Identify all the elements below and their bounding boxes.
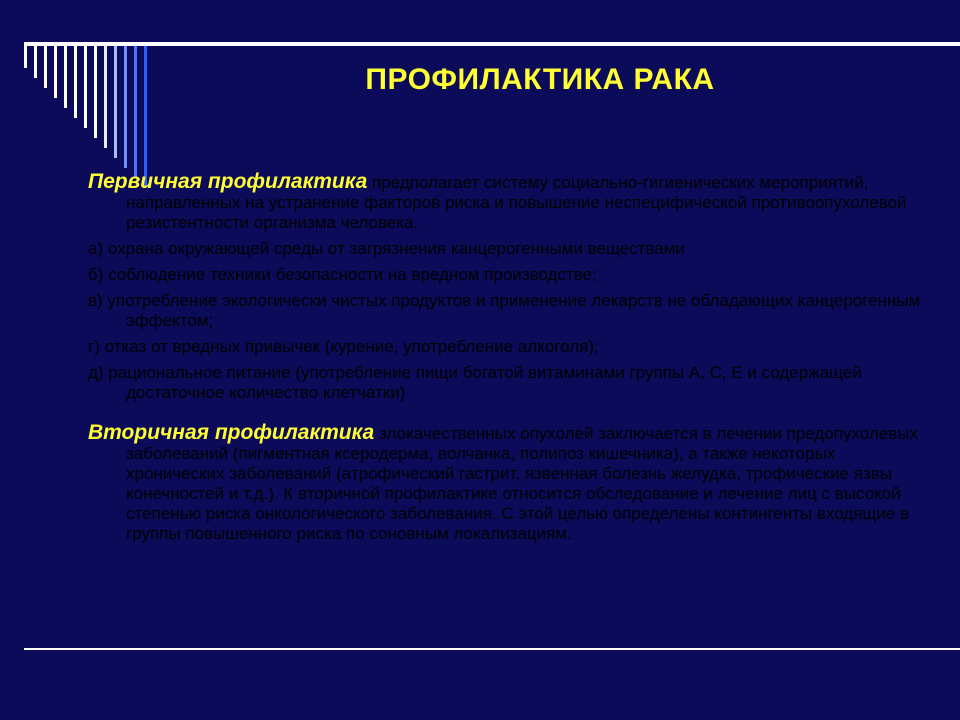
slide-content [88,172,928,550]
stripe [114,46,117,158]
stripe [24,46,27,68]
secondary-prevention-text: злокачественных опухолей заключается в лечении предопухолевых заболеваний (пигментная ксеродерма, волчанка, полипоз кишечника), а также некоторых хронических заболеваний (атрофический гастрит, язвенная болезнь желудка, трофические язвы конечностей и т.д.). К вторичной профилактике относится обследование и лечение лиц с высокой степенью риска онкологического заболевания. С этой целью определены контингенты входящие в группы повышенного риска по соновным локализациям. [126,424,918,543]
stripe [34,46,37,78]
stripe [64,46,67,108]
stripe [44,46,47,88]
primary-prevention-definition [88,172,928,233]
list-item: д) рациональное питание (употребление пищи богатой витаминами группы А, С, Е и содержащей достаточное количество клетчатки) [88,363,862,402]
primary-prevention-text: предполагает систему социально-гигиенических мероприятий, направленных на устранение факторов риска и повышение неспецифической противоопухолевой резистентности организма человека. [126,173,907,232]
primary-prevention-term: Первичная профилактика [88,170,368,193]
stripe [94,46,97,138]
list-item: в) употребление экологически чистых продуктов и применение лекарств не обладающих канцерогенным эффектом; [88,291,921,330]
slide-title: ПРОФИЛАКТИКА РАКА [365,63,715,96]
list-item: а) охрана окружающей среды от загрязнения канцерогенными веществами [88,239,685,258]
stripe [134,46,137,178]
list-item: б) соблюдение техники безопасности на вредном производстве; [88,265,597,284]
stripe [124,46,127,168]
stripe [74,46,77,118]
bottom-rule [24,648,960,650]
secondary-prevention-term: Вторичная профилактика [88,421,375,444]
secondary-prevention-definition [88,423,928,544]
list-item: г) отказ от вредных привычек (курение, употребление алкоголя); [88,337,599,356]
stripe [84,46,87,128]
stripe [144,46,147,188]
stripe [104,46,107,148]
stripe [54,46,57,98]
